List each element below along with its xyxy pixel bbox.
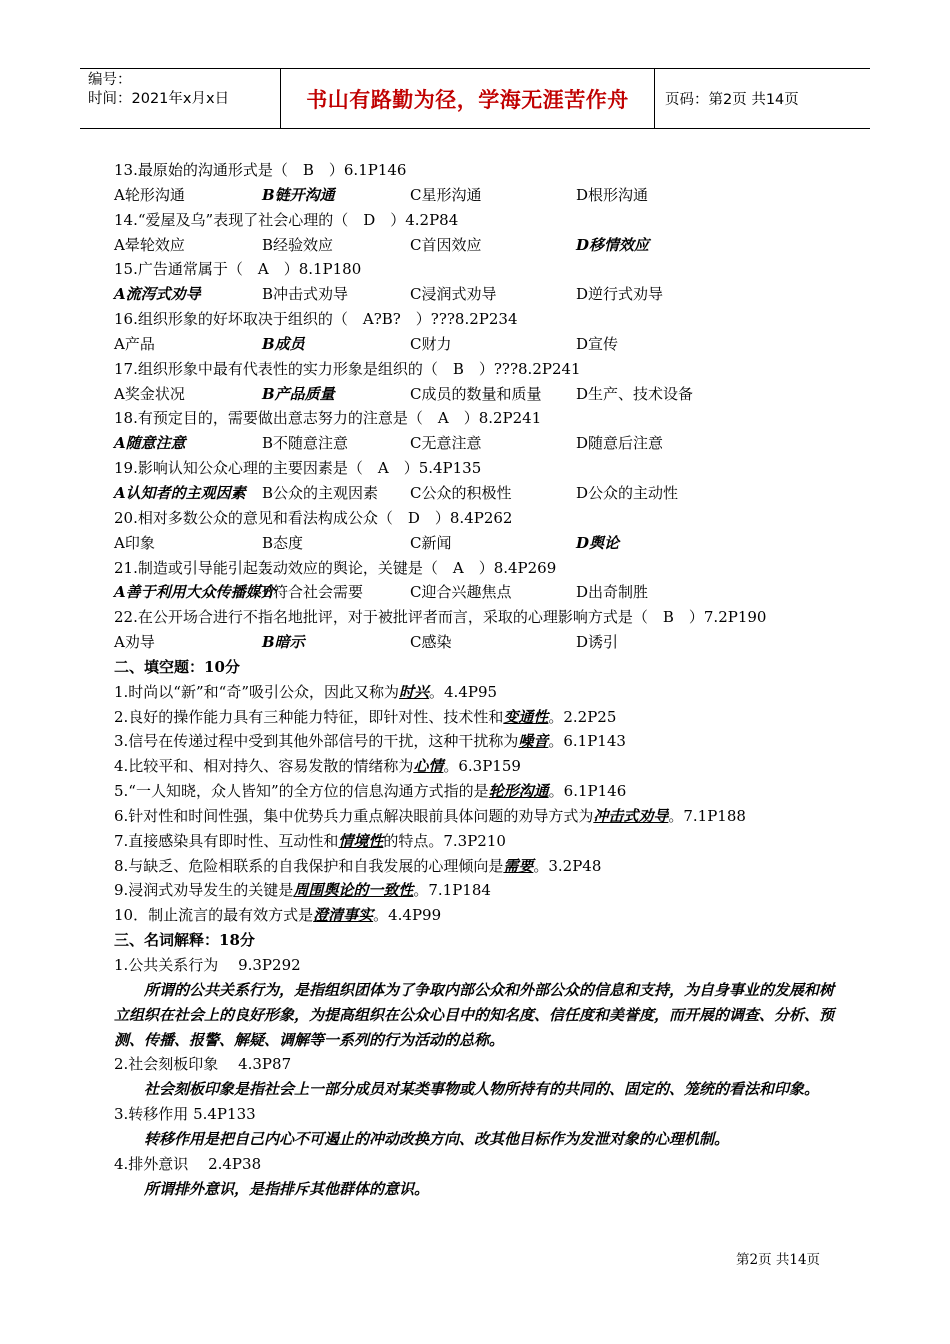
header-motto: 书山有路勤为径，学海无涯苦作舟 xyxy=(281,69,655,128)
question-options xyxy=(114,481,844,506)
fill-text: 3.信号在传递过程中受到其他外部信号的干扰，这种干扰称为 xyxy=(114,732,519,751)
question-stem: 22.在公开场合进行不指名地批评，对于被批评者而言，采取的心理影响方式是（ B ）7.2P190 xyxy=(114,608,767,627)
fill-text: 。6.1P146 xyxy=(548,782,627,801)
fill-answer: 澄清事实 xyxy=(313,906,374,925)
option: D公众的主动性 xyxy=(576,483,679,502)
page-footer: 第2页 共14页 xyxy=(736,1252,821,1268)
term-title: 3.转移作用 5.4P133 xyxy=(114,1105,256,1124)
term-title: 2.社会刻板印象 4.3P87 xyxy=(114,1055,292,1074)
terms-section-title: 三、名词解释：18分 xyxy=(114,931,255,950)
question-stem: 15.广告通常属于（ A ）8.1P180 xyxy=(114,260,362,279)
option: B公众的主观因素 xyxy=(262,483,379,502)
option: C浸润式劝导 xyxy=(410,285,497,304)
document-body xyxy=(114,158,844,1201)
correct-option: B产品质量 xyxy=(262,384,335,403)
fill-text: 。6.1P143 xyxy=(548,732,626,751)
fill-answer: 冲击式劝导 xyxy=(593,806,669,825)
question-options xyxy=(114,233,844,258)
question-options xyxy=(114,282,844,307)
term-definition: 所谓排外意识，是指排斥其他群体的意识。 xyxy=(144,1179,430,1198)
fill-section-title: 二、填空题：10分 xyxy=(114,657,240,676)
fill-text: 5.“一人知晓，众人皆知”的全方位的信息沟通方式指的是 xyxy=(114,782,489,801)
fill-item xyxy=(114,754,844,779)
fill-answer: 轮形沟通 xyxy=(488,782,549,801)
option: A劝导 xyxy=(114,633,155,652)
date-label: 时间：2021年x月x日 xyxy=(88,91,230,107)
correct-option: A认知者的主观因素 xyxy=(114,483,246,502)
fill-item xyxy=(114,854,844,879)
fill-text: 。4.4P99 xyxy=(373,906,442,925)
option: B经验效应 xyxy=(262,235,334,254)
fill-text: 2.良好的操作能力具有三种能力特征，即针对性、技术性和 xyxy=(114,707,504,726)
correct-option: D舆论 xyxy=(576,533,620,552)
option: B符合社会需要 xyxy=(262,583,364,602)
fill-text: 。3.2P48 xyxy=(533,856,602,875)
question-options xyxy=(114,332,844,357)
term-definition: 所谓的公共关系行为，是指组织团体为了争取内部公众和外部公众的信息和支持，为自身事业的发展和树立组织在社会上的良好形象，为提高组织在公众心目中的知名度、信任度和美誉度，而开展的调查、分析、预测、传播、报警、解疑、调解等一系列的行为活动的总称。 xyxy=(114,980,835,1049)
fill-text: 10．制止流言的最有效方式是 xyxy=(114,906,314,925)
question-stem: 17.组织形象中最有代表性的实力形象是组织的（ B ）???8.2P241 xyxy=(114,359,581,378)
correct-option: B成员 xyxy=(262,334,305,353)
correct-option: B链开沟通 xyxy=(262,185,335,204)
fill-text: 。2.2P25 xyxy=(548,707,617,726)
fill-text: 7.直接感染具有即时性、互动性和 xyxy=(114,831,339,850)
option: C首因效应 xyxy=(410,235,482,254)
fill-item xyxy=(114,878,844,903)
page-header xyxy=(80,68,870,129)
question-stem: 21.制造或引导能引起轰动效应的舆论，关键是（ A ）8.4P269 xyxy=(114,558,557,577)
question-stem: 16.组织形象的好坏取决于组织的（ A?B? ）???8.2P234 xyxy=(114,310,518,329)
correct-option: A流泻式劝导 xyxy=(114,285,201,304)
fill-text: 4.比较平和、相对持久、容易发散的情绪称为 xyxy=(114,757,414,776)
fill-answer: 心情 xyxy=(413,757,444,776)
fill-answer: 时兴 xyxy=(399,682,430,701)
question-stem: 19.影响认知公众心理的主要因素是（ A ）5.4P135 xyxy=(114,459,482,478)
question-options xyxy=(114,630,844,655)
term-title: 1.公共关系行为 9.3P292 xyxy=(114,956,301,974)
question-options xyxy=(114,580,844,605)
fill-text: 。7.1P184 xyxy=(413,881,491,900)
term-definition: 社会刻板印象是指社会上一部分成员对某类事物或人物所持有的共同的、固定的、笼统的看法和印象。 xyxy=(144,1080,820,1099)
question-stem: 14.“爱屋及乌”表现了社会心理的（ D ）4.2P84 xyxy=(114,210,459,229)
header-page-label: 页码：第2页 共14页 xyxy=(665,92,799,108)
option: D诱引 xyxy=(576,633,619,652)
header-meta xyxy=(80,69,281,128)
fill-text: 。6.3P159 xyxy=(443,757,521,776)
fill-answer: 需要 xyxy=(503,856,534,875)
correct-option: D移情效应 xyxy=(576,235,650,254)
fill-text: 。4.4P95 xyxy=(429,682,498,701)
option: A轮形沟通 xyxy=(114,185,185,204)
fill-item xyxy=(114,804,844,829)
question-stem: 13.最原始的沟通形式是（ B ）6.1P146 xyxy=(114,161,407,179)
fill-text: 8.与缺乏、危险相联系的自我保护和自我发展的心理倾向是 xyxy=(114,856,504,875)
option: D生产、技术设备 xyxy=(576,384,694,403)
question-options xyxy=(114,183,844,208)
option: D出奇制胜 xyxy=(576,583,649,602)
fill-answer: 噪音 xyxy=(518,732,549,751)
option: A印象 xyxy=(114,533,155,552)
fill-text: 的特点。7.3P210 xyxy=(383,831,506,850)
option: C新闻 xyxy=(410,533,452,552)
term-title: 4.排外意识 2.4P38 xyxy=(114,1154,262,1173)
option: B不随意注意 xyxy=(262,434,349,453)
fill-answer: 情境性 xyxy=(338,831,384,850)
option: D逆行式劝导 xyxy=(576,285,664,304)
term-definition: 转移作用是把自己内心不可遏止的冲动改换方向、改其他目标作为发泄对象的心理机制。 xyxy=(144,1129,730,1148)
fill-item xyxy=(114,829,844,854)
question-options xyxy=(114,531,844,556)
question-stem: 18.有预定目的，需要做出意志努力的注意是（ A ）8.2P241 xyxy=(114,409,542,428)
fill-answer: 周围舆论的一致性 xyxy=(293,881,414,900)
option: A奖金状况 xyxy=(114,384,185,403)
option: A产品 xyxy=(114,334,155,353)
correct-option: A随意注意 xyxy=(114,434,186,453)
fill-item xyxy=(114,779,844,804)
option: C星形沟通 xyxy=(410,185,482,204)
option: C成员的数量和质量 xyxy=(410,384,542,403)
option: D宣传 xyxy=(576,334,619,353)
question-options xyxy=(114,382,844,407)
fill-item xyxy=(114,729,844,754)
fill-answer: 变通性 xyxy=(503,707,549,726)
option: C公众的积极性 xyxy=(410,483,512,502)
fill-text: 6.针对性和时间性强，集中优势兵力重点解决眼前具体问题的劝导方式为 xyxy=(114,806,594,825)
question-stem: 20.相对多数公众的意见和看法构成公众（ D ）8.4P262 xyxy=(114,508,513,527)
choice-questions xyxy=(114,158,844,655)
option: A晕轮效应 xyxy=(114,235,185,254)
option: C感染 xyxy=(410,633,452,652)
option: D根形沟通 xyxy=(576,185,649,204)
fill-questions xyxy=(114,680,844,928)
option: C迎合兴趣焦点 xyxy=(410,583,512,602)
option: D随意后注意 xyxy=(576,434,664,453)
fill-text: 。7.1P188 xyxy=(668,806,746,825)
correct-option: A善于利用大众传播媒介 xyxy=(114,583,276,602)
option: B冲击式劝导 xyxy=(262,285,349,304)
fill-item xyxy=(114,705,844,730)
option: B态度 xyxy=(262,533,304,552)
question-options xyxy=(114,431,844,456)
fill-item xyxy=(114,680,844,705)
fill-item xyxy=(114,903,844,928)
option: C财力 xyxy=(410,334,452,353)
correct-option: B暗示 xyxy=(262,633,305,652)
number-label: 编号： xyxy=(88,72,132,88)
fill-text: 9.浸润式劝导发生的关键是 xyxy=(114,881,294,900)
fill-text: 1.时尚以“新”和“奇”吸引公众，因此又称为 xyxy=(114,682,399,701)
option: C无意注意 xyxy=(410,434,482,453)
term-definitions xyxy=(114,953,844,1201)
